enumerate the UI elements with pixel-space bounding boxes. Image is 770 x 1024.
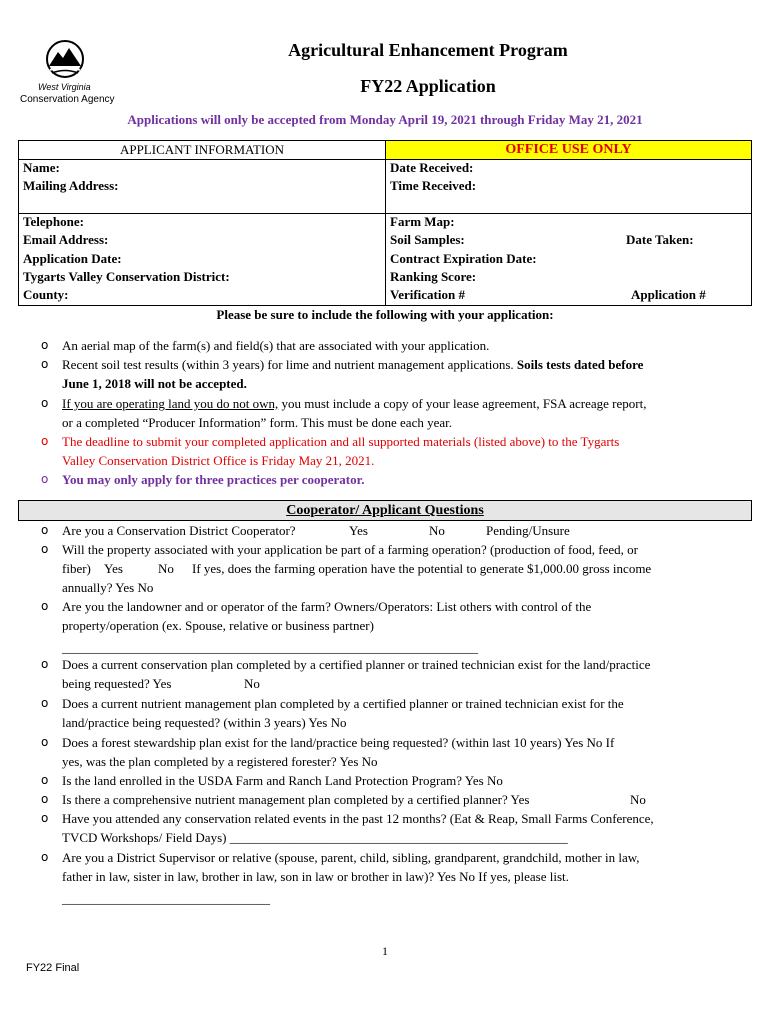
questions-header: Cooperator/ Applicant Questions: [18, 500, 752, 521]
office-use-header: OFFICE USE ONLY: [385, 140, 752, 159]
list-item: You may only apply for three practices per cooperator.: [62, 472, 365, 487]
question-comprehensive-plan: Is there a comprehensive nutrient management plan completed by a certified planner? Yes No: [62, 792, 646, 807]
district-label: Tygarts Valley Conservation District:: [23, 269, 230, 284]
telephone-label: Telephone:: [23, 214, 84, 229]
name-label: Name:: [23, 160, 60, 175]
application-window-notice: Applications will only be accepted from Monday April 19, 2021 through Friday May 21, 2021: [127, 112, 643, 127]
logo-state-text: West Virginia: [38, 82, 91, 92]
question-forest-plan: Does a forest stewardship plan exist for the land/practice being requested? (within last 10 years) Yes No If yes, was the plan completed by a registered forester? Yes No: [62, 735, 615, 769]
list-bullet: o: [41, 472, 49, 486]
question-conservation-plan: Does a current conservation plan completed by a certified planner or trained technician exist for the land/practice being requested? Yes No: [62, 657, 651, 691]
question-cooperator: Are you a Conservation District Cooperator? Yes No Pending/Unsure: [62, 523, 570, 538]
question-nutrient-plan: Does a current nutrient management plan completed by a certified planner or trained technician exist for the land/practice being requested? (within 3 years) Yes No: [62, 696, 624, 730]
list-bullet: o: [41, 657, 49, 671]
application-date-label: Application Date:: [23, 251, 122, 266]
applicant-info-table: [18, 140, 751, 304]
list-item: An aerial map of the farm(s) and field(s) that are associated with your application.: [62, 338, 490, 353]
applicant-info-header: APPLICANT INFORMATION: [18, 140, 385, 159]
question-district-supervisor: Are you a District Supervisor or relative (spouse, parent, child, sibling, grandparent, grandchild, mother in law, father in law, sister in law, brother in law, son in law or brother in law)? Yes No If yes, please list. ________________________________: [62, 850, 640, 906]
list-bullet: o: [41, 338, 49, 352]
list-bullet: o: [41, 811, 49, 825]
list-bullet: o: [41, 523, 49, 537]
list-bullet: o: [41, 357, 49, 371]
list-bullet: o: [41, 850, 49, 864]
soil-samples-label: Soil Samples:: [390, 232, 465, 247]
logo-agency-text: Conservation Agency: [20, 94, 115, 105]
list-bullet: o: [41, 792, 49, 806]
office-processing-cell: [385, 213, 752, 306]
question-events: Have you attended any conservation related events in the past 12 months? (Eat & Reap, Small Farms Conference, TVCD Workshops/ Field Days) ____________________________________________________: [62, 811, 654, 845]
include-heading: Please be sure to include the following with your application:: [216, 307, 554, 322]
time-received-label: Time Received:: [390, 178, 477, 193]
mailing-address-label: Mailing Address:: [23, 178, 119, 193]
page-subtitle: FY22 Application: [360, 76, 496, 96]
list-item: If you are operating land you do not own, you must include a copy of your lease agreement, FSA acreage report, or a completed “Producer Information” form. This must be done each year.: [62, 396, 647, 430]
page-title: Agricultural Enhancement Program: [288, 40, 568, 60]
page-number: 1: [382, 944, 388, 958]
date-received-label: Date Received:: [390, 160, 474, 175]
question-usda-program: Is the land enrolled in the USDA Farm and Ranch Land Protection Program? Yes No: [62, 773, 503, 788]
date-taken-label: Date Taken:: [626, 232, 694, 247]
list-bullet: o: [41, 735, 49, 749]
email-label: Email Address:: [23, 232, 109, 247]
county-label: County:: [23, 287, 69, 302]
list-bullet: o: [41, 396, 49, 410]
list-item: The deadline to submit your completed application and all supported materials (listed above) to the Tygarts Valley Conservation District Office is Friday May 21, 2021.: [62, 434, 620, 468]
verification-label: Verification #: [390, 287, 465, 302]
list-bullet: o: [41, 599, 49, 613]
list-bullet: o: [41, 542, 49, 556]
ranking-score-label: Ranking Score:: [390, 269, 477, 284]
contract-expiration-label: Contract Expiration Date:: [390, 251, 537, 266]
list-bullet: o: [41, 434, 49, 448]
application-number-label: Application #: [631, 287, 706, 302]
list-bullet: o: [41, 773, 49, 787]
question-farming-operation: Will the property associated with your application be part of a farming operation? (production of food, feed, or fiber) Yes No If yes, does the farming operation have the potential to generate $1,000.00 gross income annually? Yes No: [62, 542, 652, 595]
list-bullet: o: [41, 696, 49, 710]
applicant-name-cell: [18, 159, 385, 213]
applicant-contact-cell: [18, 213, 385, 306]
office-received-cell: [385, 159, 752, 213]
footer-label: FY22 Final: [26, 962, 80, 974]
farm-map-label: Farm Map:: [390, 214, 455, 229]
question-landowner: Are you the landowner and or operator of the farm? Owners/Operators: List others with control of the property/operation (ex. Spouse, relative or business partner) ________________________________________________________________: [62, 599, 592, 655]
list-item: Recent soil test results (within 3 years) for lime and nutrient management applications. Soils tests dated before June 1, 2018 will not be accepted.: [62, 357, 644, 391]
